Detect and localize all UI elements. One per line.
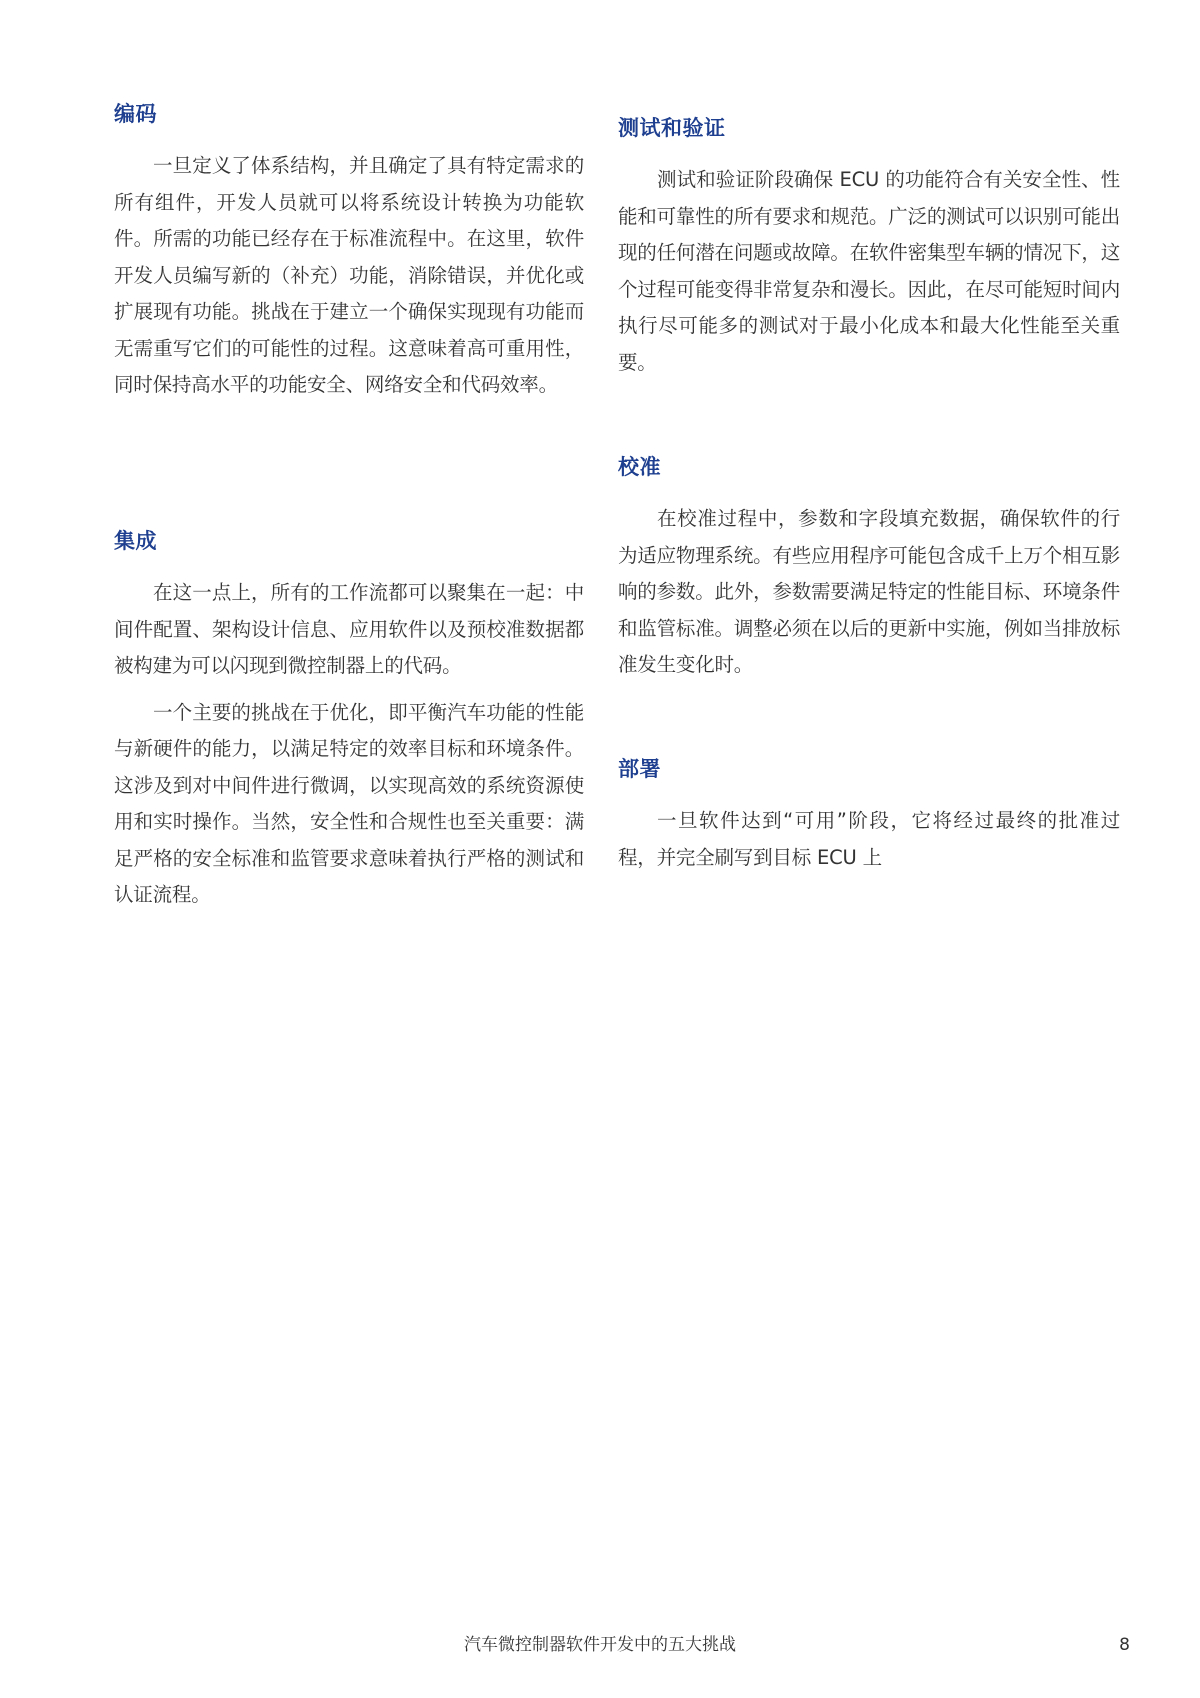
section-calibration <box>618 453 1120 684</box>
paragraph-calibration-1: 在校准过程中，参数和字段填充数据，确保软件的行为适应物理系统。有些应用程序可能包含成千上万个相互影响的参数。此外，参数需要满足特定的性能目标、环境条件和监管标准。调整必须在以后的更新中实施，例如当排放标准发生变化时。 <box>618 507 1120 676</box>
section-heading-calibration: 校准 <box>618 455 661 479</box>
section-heading-deployment: 部署 <box>618 757 661 781</box>
paragraph-integration-1: 在这一点上，所有的工作流都可以聚集在一起：中间件配置、架构设计信息、应用软件以及预校准数据都被构建为可以闪现到微控制器上的代码。 <box>114 581 584 677</box>
section-testing <box>618 114 1120 381</box>
section-deployment <box>618 755 1120 876</box>
footer-document-title: 汽车微控制器软件开发中的五大挑战 <box>464 1635 736 1655</box>
paragraph-deployment-1: 一旦软件达到“可用”阶段，它将经过最终的批准过程，并完全刷写到目标 ECU 上 <box>618 809 1120 869</box>
paragraph-testing-1: 测试和验证阶段确保 ECU 的功能符合有关安全性、性能和可靠性的所有要求和规范。广泛的测试可以识别可能出现的任何潜在问题或故障。在软件密集型车辆的情况下，这个过程可能变得非常复杂和漫长。因此，在尽可能短时间内执行尽可能多的测试对于最小化成本和最大化性能至关重要。 <box>618 168 1120 374</box>
paragraph-integration-2: 一个主要的挑战在于优化，即平衡汽车功能的性能与新硬件的能力，以满足特定的效率目标和环境条件。这涉及到对中间件进行微调，以实现高效的系统资源使用和实时操作。当然，安全性和合规性也至关重要：满足严格的安全标准和监管要求意味着执行严格的测试和认证流程。 <box>114 700 584 906</box>
section-integration <box>114 527 584 914</box>
section-heading-coding: 编码 <box>114 102 157 126</box>
section-heading-testing: 测试和验证 <box>618 116 726 140</box>
page-number: 8 <box>1119 1635 1130 1655</box>
section-heading-integration: 集成 <box>114 529 157 553</box>
section-coding <box>114 100 584 404</box>
paragraph-coding-1: 一旦定义了体系结构，并且确定了具有特定需求的所有组件，开发人员就可以将系统设计转换为功能软件。所需的功能已经存在于标准流程中。在这里，软件开发人员编写新的（补充）功能，消除错误，并优化或扩展现有功能。挑战在于建立一个确保实现现有功能而无需重写它们的可能性的过程。这意味着高可重用性，同时保持高水平的功能安全、网络安全和代码效率。 <box>114 154 584 396</box>
